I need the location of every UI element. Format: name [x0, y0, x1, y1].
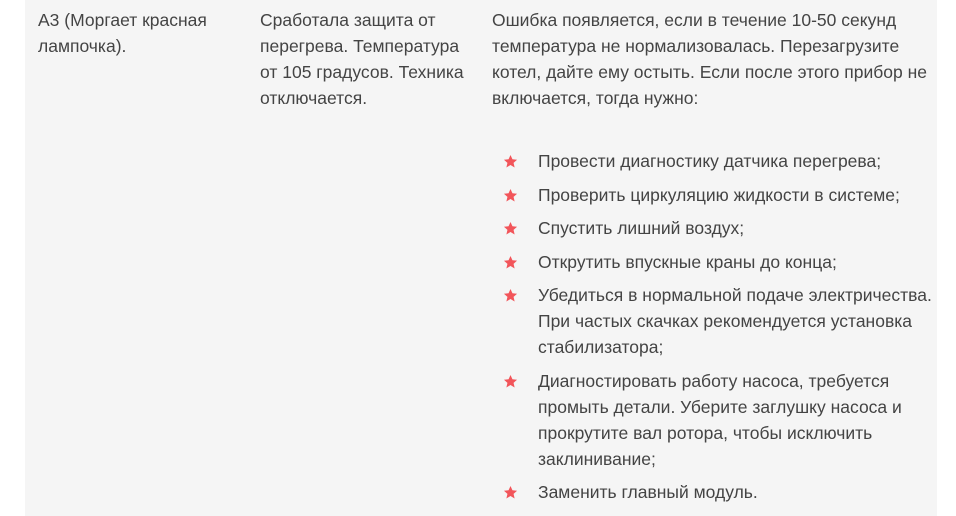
- star-icon: [503, 221, 518, 236]
- list-item: [492, 182, 932, 208]
- list-item-text: Убедиться в нормальной подаче электричества. При частых скачках рекомендуется установка стабилизатора;: [538, 285, 932, 357]
- list-item-text: Провести диагностику датчика перегрева;: [538, 151, 882, 171]
- star-icon: [503, 255, 518, 270]
- star-icon: [503, 485, 518, 500]
- star-icon: [503, 374, 518, 389]
- star-icon: [503, 288, 518, 303]
- list-item-text: Спустить лишний воздух;: [538, 218, 745, 238]
- list-item-text: Открутить впускные краны до конца;: [538, 251, 837, 272]
- list-item-text: Проверить циркуляцию жидкости в системе;: [538, 184, 900, 205]
- fix-steps-list: [492, 148, 932, 513]
- list-item: [492, 368, 932, 472]
- list-item: [492, 479, 932, 505]
- list-item: [492, 249, 932, 275]
- list-item-text: Диагностировать работу насоса, требуется промыть детали. Уберите заглушку насоса и прокрутите вал ротора, чтобы исключить заклинивание;: [538, 370, 902, 469]
- list-item: [492, 215, 932, 241]
- fix-intro-text: Ошибка появляется, если в течение 10-50 секунд температура не нормализовалась. Перезагрузите котел, дайте ему остыть. Если после этого прибор не включается, тогда нужно:: [492, 10, 928, 108]
- error-code-cell: A3 (Моргает красная лампочка).: [38, 10, 207, 56]
- error-cause-cell: Сработала защита от перегрева. Температура от 105 градусов. Техника отключается.: [260, 10, 464, 108]
- star-icon: [503, 188, 518, 203]
- star-icon: [503, 154, 518, 169]
- list-item-text: Заменить главный модуль.: [538, 482, 758, 502]
- table-row: [25, 0, 937, 516]
- list-item: [492, 148, 932, 174]
- list-item: [492, 282, 932, 360]
- error-fix-cell: [492, 7, 932, 111]
